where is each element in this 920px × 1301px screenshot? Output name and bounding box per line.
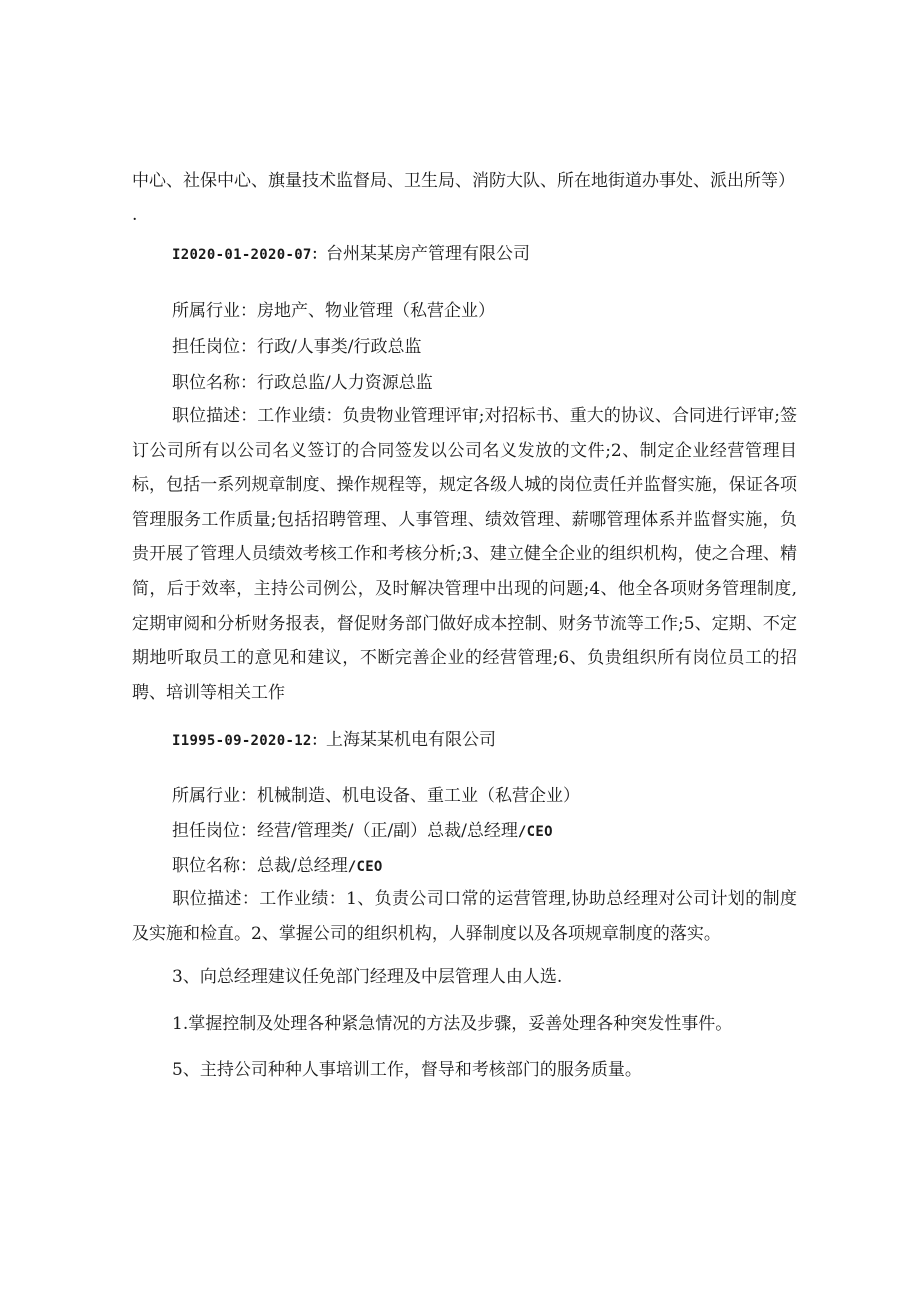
job-description: 职位描述：工作业绩：1、负责公司口常的运营管理,协助总经理对公司计划的制度及实施和检直。2、掌握公司的组织机构，人驿制度以及各项规章制度的落实。 [132, 889, 797, 944]
job-heading [172, 729, 496, 752]
job-period: I2020-01-2020-07： [172, 247, 326, 263]
intro-line: 中心、社保中心、旗量技术监督局、卫生局、消防大队、所在地街道办事处、派出所等） [132, 171, 795, 191]
industry-line: 所属行业：房地产、物业管理（私营企业） [172, 301, 495, 321]
title-line: 职位名称：行政总监/人力资源总监 [172, 373, 433, 393]
industry-line: 所属行业：机械制造、机电设备、重工业（私营企业） [172, 786, 580, 806]
company-name: 上海某某机电有限公司 [325, 730, 496, 750]
job-period: I1995-09-2020-12： [172, 733, 326, 749]
intro-line-continuation: . [132, 205, 138, 225]
title-line: 职位名称：总裁/总经理/CEO [172, 856, 383, 876]
company-name: 台州某某房产管理有限公司 [325, 244, 530, 264]
list-item: 1.掌握控制及处理各种紧急情况的方法及步骤，妥善处理各种突发性事件。 [172, 1014, 733, 1034]
post-line: 担任岗位：行政/人事类/行政总监 [172, 337, 422, 357]
job-heading [172, 243, 530, 266]
job-description: 职位描述：工作业绩：负贵物业管理评审;对招标书、重大的协议、合同进行评审;签订公司所有以公司名义签订的合同签发以公司名义发放的文件;2、制定企业经营管理目标，包括一系列规章制度、操作规程等，规定各级人城的岗位责任并监督实施，保证各项管理服务工作质量;包括招聘管理、人事管理、绩效管理、薪哪管理体系并监督实施，负贵开展了管理人员绩效考核工作和考核分析;3、建立健全企业的组织机构，使之合理、精简，后于效率，主持公司例公，及时解决管理中出现的问题;4、他全各项财务管理制度,定期审阅和分析财务报表，督促财务部门做好成本控制、财务节流等工作;5、定期、不定期地听取员工的意见和建议，不断完善企业的经营管理;6、负贵组织所有岗位员工的招聘、培训等相关工作 [132, 406, 797, 703]
list-item: 5、主持公司种种人事培训工作，督导和考核部门的服务质量。 [172, 1060, 642, 1080]
list-item: 3、向总经理建议任免部门经理及中层管理人由人选. [172, 967, 563, 987]
post-line: 担任岗位：经营/管理类/（正/副）总裁/总经理/CEO [172, 821, 553, 841]
